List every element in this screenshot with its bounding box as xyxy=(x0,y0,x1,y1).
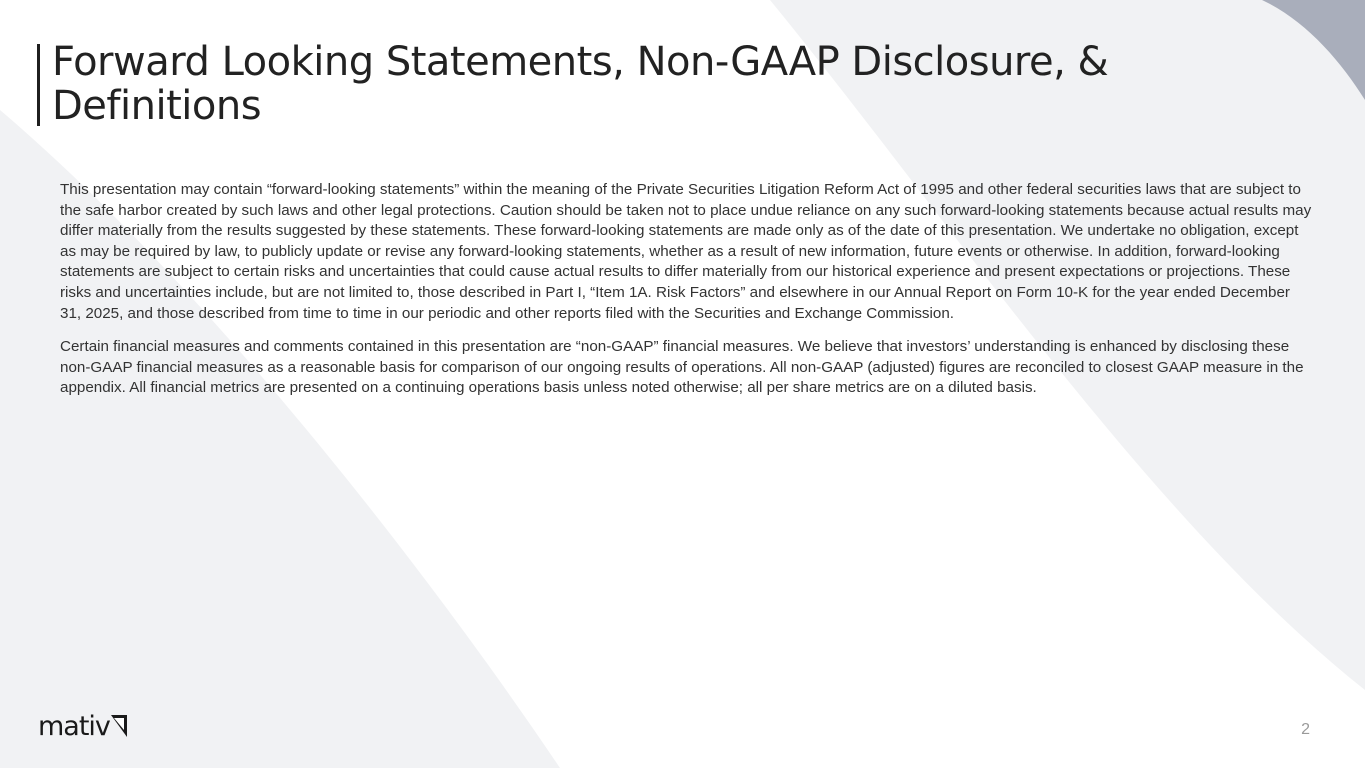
title-accent-bar xyxy=(37,44,40,126)
non-gaap-paragraph: Certain financial measures and comments contained in this presentation are “non-GAAP” financial measures. We believe that investors’ understanding is enhanced by disclosing these non-GAAP financial measures as a reasonable basis for comparison of our ongoing results of operations. All non-GAAP (adjusted) figures are reconciled to closest GAAP measure in the appendix. All financial metrics are presented on a continuing operations basis unless noted otherwise; all per share metrics are on a diluted basis. xyxy=(60,338,1304,397)
slide-body xyxy=(60,180,1313,412)
forward-looking-paragraph: This presentation may contain “forward-looking statements” within the meaning of the Private Securities Litigation Reform Act of 1995 and other federal securities laws that are subject to the safe harbor created by such laws and other legal protections. Caution should be taken not to place undue reliance on any such forward-looking statements because actual results may differ materially from the results suggested by these statements. These forward-looking statements are made only as of the date of this presentation. We undertake no obligation, except as may be required by law, to publicly update or revise any forward-looking statements, whether as a result of new information, future events or otherwise. In addition, forward-looking statements are subject to certain risks and uncertainties that could cause actual results to differ materially from our historical experience and present expectations or projections. These risks and uncertainties include, but are not limited to, those described in Part I, “Item 1A. Risk Factors” and elsewhere in our Annual Report on Form 10-K for the year ended December 31, 2025, and those described from time to time in our periodic and other reports filed with the Securities and Exchange Commission. xyxy=(60,181,1312,322)
page-number: 2 xyxy=(1301,721,1310,738)
mativ-logo-mark-icon xyxy=(111,709,127,737)
logo-wordmark: mativ xyxy=(38,711,110,742)
mativ-logo xyxy=(38,708,127,742)
slide-title: Forward Looking Statements, Non-GAAP Disclosure, & Definitions xyxy=(52,39,1109,129)
